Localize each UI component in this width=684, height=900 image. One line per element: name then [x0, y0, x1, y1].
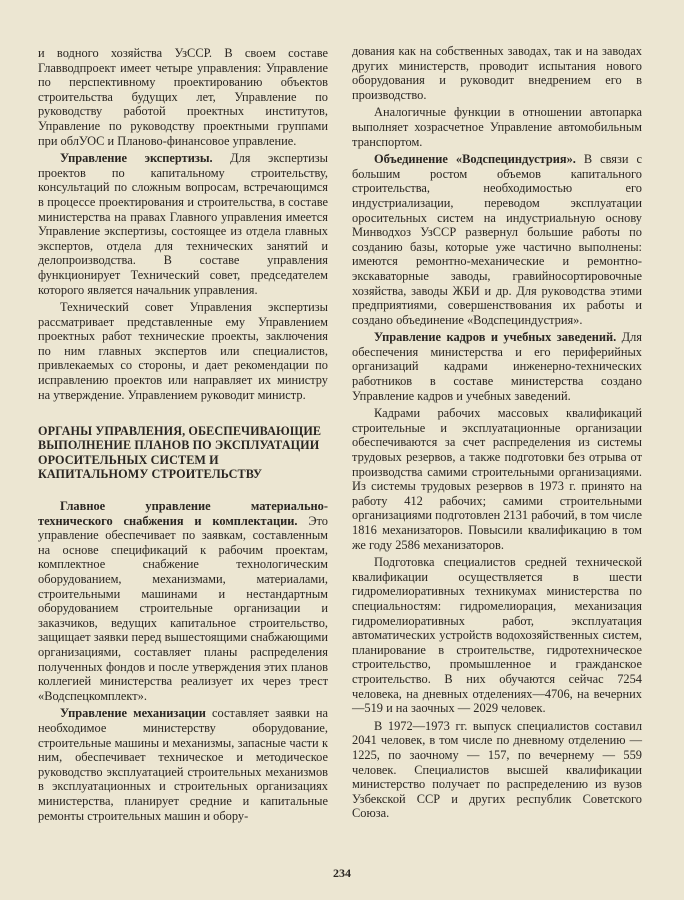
paragraph-body: Для обеспечения министерства и его периферийных организаций кадрами инженерно-технических работников в составе министерства создано Управление кадров и учебных заведений.: [352, 330, 642, 403]
paragraph-body: составляет заявки на необходимое министерству оборудование, строительные машины и механизмы, запасные части к ним, обеспечивает техническое и методическое руководство эксплуатацией строительных механизмов в эксплуатационных и строительных организациях министерства, планирует средние и капитальные ремонты строительных машин и обору-: [38, 706, 328, 823]
paragraph: В 1972—1973 гг. выпуск специалистов составил 2041 человек, в том числе по дневному отделению — 1225, по заочному — 157, по вечернему — 559 человек. Специалистов высшей квалификации министерство получает по распределению из вузов Узбекской ССР и других республик Советского Союза.: [352, 718, 642, 821]
section-title: ОРГАНЫ УПРАВЛЕНИЯ, ОБЕСПЕЧИВАЮЩИЕ ВЫПОЛНЕНИЕ ПЛАНОВ ПО ЭКСПЛУАТАЦИИ ОРОСИТЕЛЬНЫХ СИСТЕМ И КАПИТАЛЬНОМУ СТРОИТЕЛЬСТВУ: [38, 424, 322, 481]
paragraph-heading: Главное управление материально-технического снабжения и комплектации.: [38, 499, 328, 528]
paragraph-heading: Управление кадров и учебных заведений.: [374, 330, 617, 345]
paragraph-body: Это управление обеспечивает по заявкам, составленным на основе спецификаций к рабочим проектам, комплектное снабжение технологическим оборудованием, механизмами, материалами, строительными машинами и нестандартным оборудованием строительные организации и заказчиков, ведущих капитальное строительство, защищает заявки перед вышестоящими снабжающими организациями, составляет планы распределения полученных фондов и после утверждения этих планов коллегией министерства реализует их через трест «Водспецкомплект».: [38, 513, 328, 703]
paragraph: Кадрами рабочих массовых квалификаций строительные и эксплуатационные организации обеспечиваются за счет распределения из системы трудовых резервов, а также подготовки без отрыва от производства самими строительными организациями. Из системы трудовых резервов в 1973 г. принято на работу 412 рабочих; самими строительными организациями подготовлен 2131 рабочий, в том числе 1816 механизаторов. Повысили квалификацию в том же году 2586 механизаторов.: [352, 406, 642, 552]
paragraph-heading: Объединение «Водспециндустрия».: [374, 152, 576, 167]
paragraph: Технический совет Управления экспертизы рассматривает представленные ему Управлением проектных работ технические проекты, заключения по ним главных экспертов или специалистов, привлекаемых со стороны, и дает рекомендации по исправлению проектов или направляет их министру на утверждение. Управлением руководит министр.: [38, 300, 328, 402]
paragraph: Подготовка специалистов средней технической квалификации осуществляется в шести гидромелиоративных техникумах министерства по специальностям: гидромелиорация, механизация гидромелиоративных работ, эксплуатация автоматических устройств водохозяйственных систем, планирование в строительстве, гидротехническое строительство, промышленное и гражданское строительство. В них обучаются сейчас 7254 человека, на дневных отделениях—4706, на вечерних—519 и на заочных — 2029 человек.: [352, 555, 642, 716]
paragraph: [38, 151, 328, 297]
page-number: 234: [333, 866, 351, 880]
paragraph-heading: Управление механизации: [60, 706, 206, 721]
paragraph-body: Для экспертизы проектов по капитальному строительству, консультаций по сложным вопросам, встречающимся в процессе проектирования и строительства, в составе министерства на правах Главного управления имеется Управление экспертизы, состоящее из отдела главных экспертов, отдела для технических занятий и делопроизводства. В составе управления функционирует Технический совет, председателем которого является начальник управления.: [38, 151, 328, 297]
paragraph: [38, 706, 328, 823]
left-column: [38, 46, 328, 823]
paragraph: [352, 330, 642, 403]
paragraph: и водного хозяйства УзССР. В своем составе Главводпроект имеет четыре управления: Управление по перспективному проектированию объектов строительства будущих лет, Управление по руководству работой проектных институтов, Управление по руководству проектными группами при облУОС и Планово-финансовое управление.: [38, 46, 328, 148]
paragraph: Аналогичные функции в отношении автопарка выполняет хозрасчетное Управление автомобильным транспортом.: [352, 105, 642, 149]
paragraph: дования как на собственных заводах, так и на заводах других министерств, проводит испытания нового оборудования и руководит внедрением его в производство.: [352, 44, 642, 102]
paragraph: [38, 499, 328, 703]
right-column: [352, 44, 642, 821]
paragraph-heading: Управление экспертизы.: [60, 151, 213, 166]
paragraph-body: В связи с большим ростом объемов капитального строительства, необходимостью его индустриализации, переводом эксплуатации оросительных систем на индустриальную основу Минводхоз УзССР развернул большие работы по созданию базы, которые уже частично выполнены: имеются ремонтно-механические и ремонтно-экскаваторные заводы, гравийносортировочные хозяйства, заводы ЖБИ и др. Для руководства этими предприятиями, совершенствования их работы и создано объединение «Водспециндустрия».: [352, 152, 643, 327]
paragraph: [352, 152, 642, 327]
